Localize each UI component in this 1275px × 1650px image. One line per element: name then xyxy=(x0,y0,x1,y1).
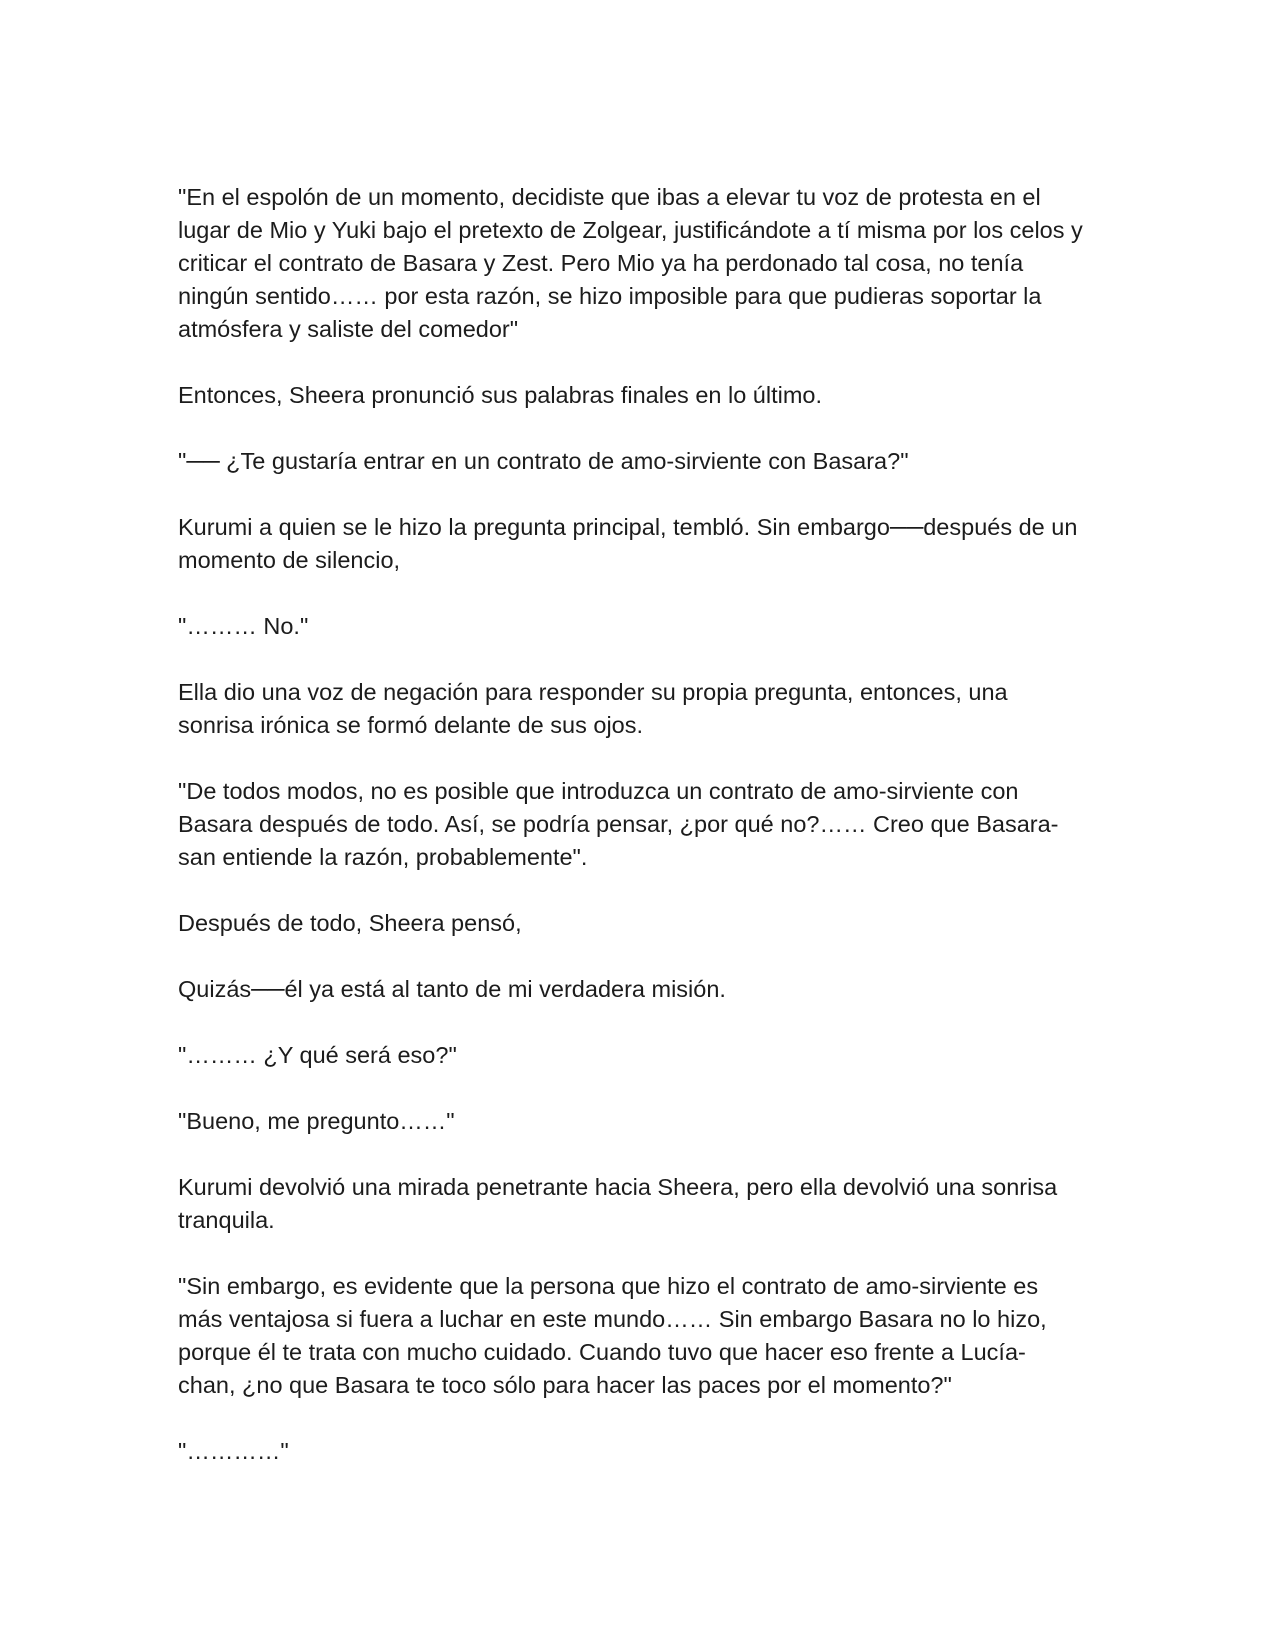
paragraph: Kurumi a quien se le hizo la pregunta principal, tembló. Sin embargo──después de un momento de silencio, xyxy=(178,514,1078,573)
paragraph: "── ¿Te gustaría entrar en un contrato de amo-sirviente con Basara?" xyxy=(178,448,909,474)
paragraph: "……… ¿Y qué será eso?" xyxy=(178,1042,457,1068)
paragraph: Quizás──él ya está al tanto de mi verdadera misión. xyxy=(178,976,726,1002)
paragraph: "De todos modos, no es posible que introduzca un contrato de amo-sirviente con Basara después de todo. Así, se podría pensar, ¿por qué no?…… Creo que Basara-san entiende la razón, probablemente". xyxy=(178,778,1059,870)
paragraph: Kurumi devolvió una mirada penetrante hacia Sheera, pero ella devolvió una sonrisa tranquila. xyxy=(178,1174,1058,1233)
paragraph: "Bueno, me pregunto……" xyxy=(178,1108,455,1134)
document-body xyxy=(178,181,1083,1501)
paragraph: Después de todo, Sheera pensó, xyxy=(178,910,522,936)
paragraph: Ella dio una voz de negación para responder su propia pregunta, entonces, una sonrisa irónica se formó delante de sus ojos. xyxy=(178,679,1008,738)
paragraph: "En el espolón de un momento, decidiste que ibas a elevar tu voz de protesta en el lugar de Mio y Yuki bajo el pretexto de Zolgear, justificándote a tí misma por los celos y criticar el contrato de Basara y Zest. Pero Mio ya ha perdonado tal cosa, no tenía ningún sentido…… por esta razón, se hizo imposible para que pudieras soportar la atmósfera y saliste del comedor" xyxy=(178,184,1083,342)
paragraph: "…………" xyxy=(178,1438,289,1464)
paragraph: Entonces, Sheera pronunció sus palabras finales en lo último. xyxy=(178,382,823,408)
paragraph: "……… No." xyxy=(178,613,309,639)
paragraph: "Sin embargo, es evidente que la persona que hizo el contrato de amo-sirviente es más ventajosa si fuera a luchar en este mundo…… Sin embargo Basara no lo hizo, porque él te trata con mucho cuidado. Cuando tuvo que hacer eso frente a Lucía-chan, ¿no que Basara te toco sólo para hacer las paces por el momento?" xyxy=(178,1273,1047,1398)
